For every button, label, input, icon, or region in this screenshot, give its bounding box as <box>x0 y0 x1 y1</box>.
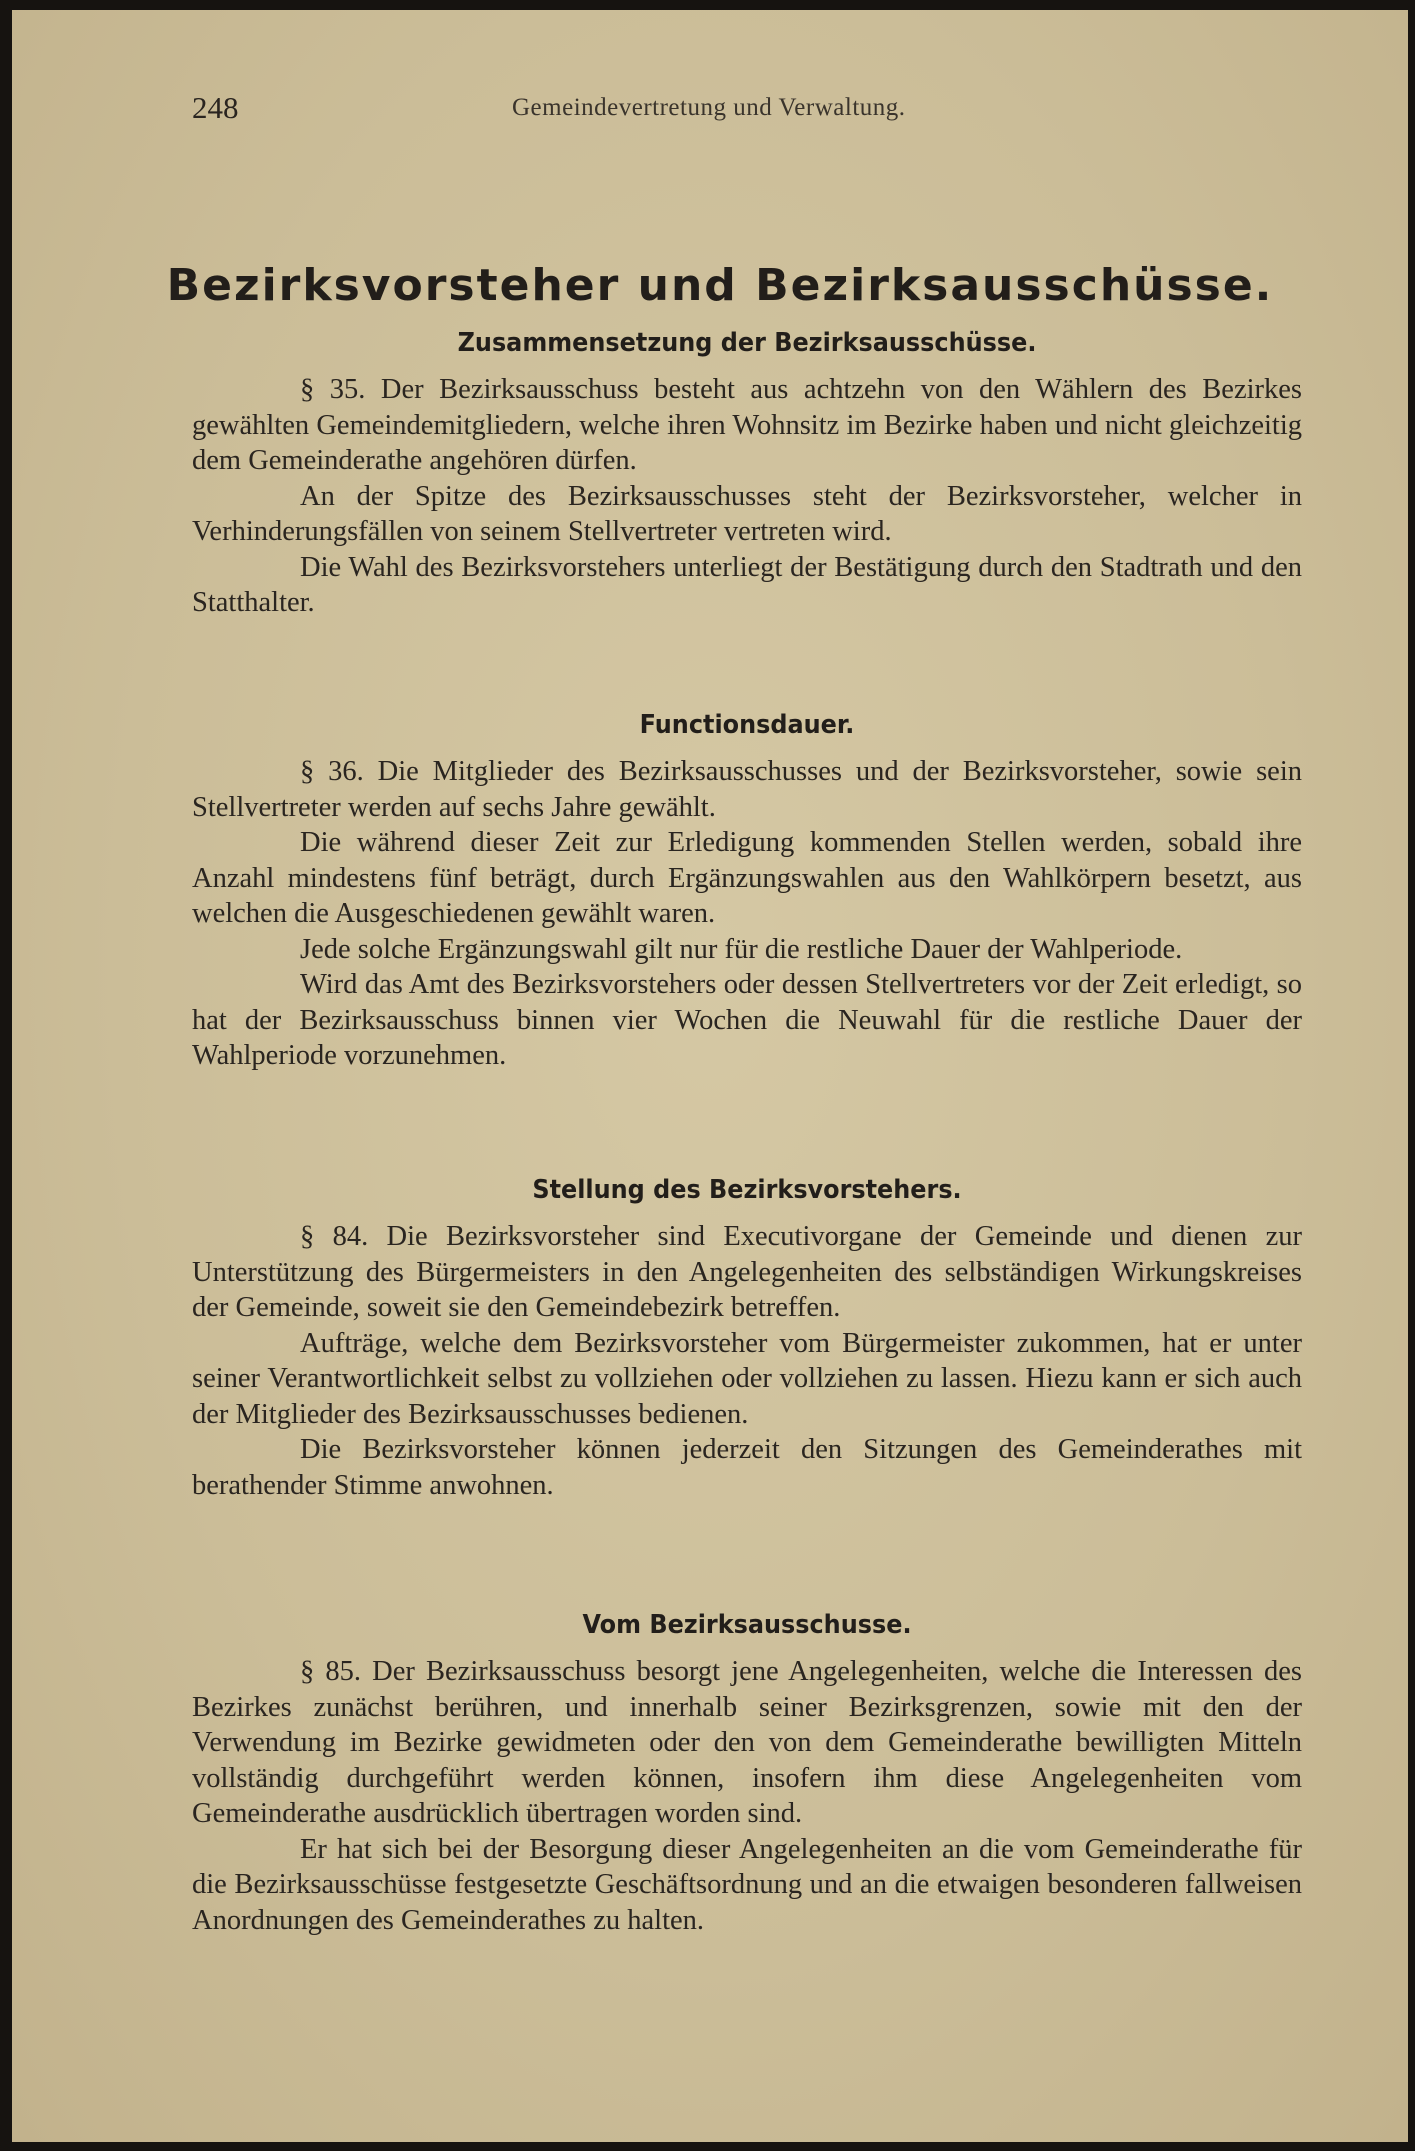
section-heading: Zusammensetzung der Bezirksausschüsse. <box>457 328 1037 358</box>
chapter-title: Bezirksvorsteher und Bezirksausschüsse. <box>166 260 1274 311</box>
paragraph: § 84. Die Bezirksvorsteher sind Executivorgane der Gemeinde und dienen zur Unterstützung des Bürgermeisters in den Angelegenheiten des selbständigen Wirkungskreises der Gemeinde, soweit sie den Gemeindebezirk betreffen. <box>192 1221 1302 1323</box>
running-head: Gemeindevertretung und Verwaltung. <box>512 94 906 121</box>
section-bezirksausschusse <box>192 1610 1302 1938</box>
paragraph: § 85. Der Bezirksausschuss besorgt jene Angelegenheiten, welche die Interessen des Bezirkes zunächst berühren, und innerhalb seiner Bezirksgrenzen, sowie mit den der Verwendung im Bezirke gewidmeten oder den von dem Gemeinderathe bewilligten Mitteln vollständig durchgeführt werden können, insofern ihm diese Angelegenheiten vom Gemeinderathe ausdrücklich übertragen worden sind. <box>192 1656 1302 1829</box>
page-number: 248 <box>192 90 239 125</box>
section-zusammensetzung <box>192 328 1302 621</box>
paragraph: § 36. Die Mitglieder des Bezirksausschusses und der Bezirksvorsteher, sowie sein Stellvertreter werden auf sechs Jahre gewählt. <box>192 756 1302 823</box>
book-page <box>12 10 1408 2142</box>
paragraph: Er hat sich bei der Besorgung dieser Angelegenheiten an die vom Gemeinderathe für die Bezirksausschüsse festgesetzte Geschäftsordnung und an die etwaigen besonderen fallweisen Anordnungen des Gemeinderathes zu halten. <box>192 1833 1302 1936</box>
section-heading: Stellung des Bezirksvorstehers. <box>532 1175 962 1205</box>
section-functionsdauer <box>192 710 1302 1074</box>
section-heading: Vom Bezirksausschusse. <box>582 1610 912 1640</box>
paragraph: Die Wahl des Bezirksvorstehers unterliegt der Bestätigung durch den Stadtrath und den Statthalter. <box>192 551 1302 618</box>
page-header <box>192 90 1228 130</box>
paragraph: Wird das Amt des Bezirksvorstehers oder dessen Stellvertreters vor der Zeit erledigt, so hat der Bezirksausschuss binnen vier Wochen die Neuwahl für die restliche Dauer der Wahlperiode vorzunehmen. <box>192 969 1302 1071</box>
paragraph: An der Spitze des Bezirksausschusses steht der Bezirksvorsteher, welcher in Verhinderungsfällen von seinem Stellvertreter vertreten wird. <box>192 480 1302 547</box>
paragraph: Aufträge, welche dem Bezirksvorsteher vom Bürgermeister zukommen, hat er unter seiner Verantwortlichkeit selbst zu vollziehen oder vollziehen zu lassen. Hiezu kann er sich auch der Mitglieder des Bezirksausschusses bedienen. <box>192 1327 1302 1430</box>
paragraph: § 35. Der Bezirksausschuss besteht aus achtzehn von den Wählern des Bezirkes gewählten Gemeindemitgliedern, welche ihren Wohnsitz im Bezirke haben und nicht gleichzeitig dem Gemeinderathe angehören dürfen. <box>192 374 1302 476</box>
section-heading: Functionsdauer. <box>639 710 855 740</box>
paragraph: Die während dieser Zeit zur Erledigung kommenden Stellen werden, sobald ihre Anzahl mindestens fünf beträgt, durch Ergänzungswahlen aus den Wahlkörpern besetzt, aus welchen die Ausgeschiedenen gewählt waren. <box>192 827 1302 929</box>
paragraph: Die Bezirksvorsteher können jederzeit den Sitzungen des Gemeinderathes mit berathender Stimme anwohnen. <box>192 1434 1302 1501</box>
section-stellung <box>192 1175 1302 1503</box>
paragraph: Jede solche Ergänzungswahl gilt nur für die restliche Dauer der Wahlperiode. <box>300 933 1183 965</box>
